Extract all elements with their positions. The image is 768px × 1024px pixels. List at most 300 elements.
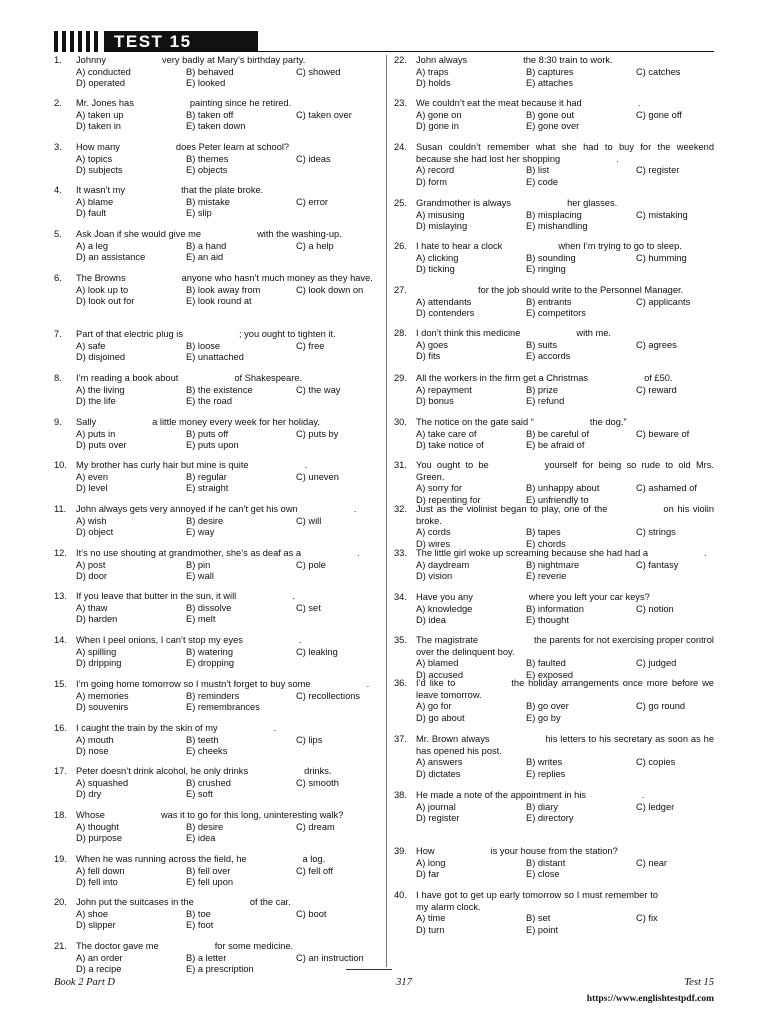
answer-option[interactable]: C) beware of xyxy=(636,428,690,439)
stem-text-before-gap: Sally xyxy=(76,417,97,427)
answer-option[interactable]: B) be careful of xyxy=(526,428,590,439)
answer-option[interactable]: D) repenting for xyxy=(416,494,481,505)
answer-option[interactable]: A) blamed xyxy=(416,658,459,669)
question-stem xyxy=(76,548,376,560)
answer-option[interactable]: C) catches xyxy=(636,66,681,77)
answer-options xyxy=(76,197,376,220)
answer-option[interactable]: C) ledger xyxy=(636,801,675,812)
answer-option[interactable]: A) gone on xyxy=(416,109,462,120)
answer-option[interactable]: C) go round xyxy=(636,701,686,712)
answer-option[interactable]: C) free xyxy=(296,340,325,351)
answer-options xyxy=(76,953,376,976)
answer-option[interactable]: B) pin xyxy=(186,559,211,570)
answer-option[interactable]: B) sounding xyxy=(526,252,576,263)
answer-option[interactable]: D) a recipe xyxy=(76,964,122,975)
answer-option[interactable]: C) judged xyxy=(636,658,677,669)
question-stem xyxy=(76,810,376,822)
answer-option[interactable]: D) take notice of xyxy=(416,440,484,451)
answer-option[interactable]: E) a prescription xyxy=(186,964,254,975)
stem-text-after-gap: of Shakespeare. xyxy=(234,373,303,383)
answer-option[interactable]: C) fix xyxy=(636,913,658,924)
answer-option[interactable]: D) purpose xyxy=(76,833,122,844)
stem-text-before-gap: The magistrate xyxy=(416,635,479,645)
question-item xyxy=(54,142,376,177)
question-stem xyxy=(416,678,714,701)
answer-option[interactable]: D) holds xyxy=(416,78,451,89)
question-item xyxy=(394,548,714,583)
question-item xyxy=(394,285,714,320)
answer-option[interactable]: E) soft xyxy=(186,789,213,800)
question-item xyxy=(54,723,376,758)
question-item xyxy=(394,460,714,506)
answer-option[interactable]: B) suits xyxy=(526,339,557,350)
answer-option[interactable]: D) an assistance xyxy=(76,252,146,263)
stem-text-before-gap: I caught the train by the skin of my xyxy=(76,723,218,733)
answer-options xyxy=(416,253,714,276)
answer-option[interactable]: C) notion xyxy=(636,603,674,614)
question-stem xyxy=(76,591,376,603)
answer-option[interactable]: B) go over xyxy=(526,701,569,712)
question-stem xyxy=(416,890,714,913)
answer-option[interactable]: B) the existence xyxy=(186,384,253,395)
stem-text-before-gap: All the workers in the firm get a Christmas xyxy=(416,373,589,383)
answer-option[interactable]: E) wall xyxy=(186,571,214,582)
question-item xyxy=(394,55,714,90)
answer-option[interactable]: B) captures xyxy=(526,66,574,77)
answer-option[interactable]: C) humming xyxy=(636,252,687,263)
stem-text-before-gap: I’d like to xyxy=(416,678,456,688)
stem-text-after-gap: ; you ought to tighten it. xyxy=(238,329,336,339)
question-number: 12. xyxy=(54,548,67,558)
question-stem xyxy=(76,460,376,472)
answer-option[interactable]: B) behaved xyxy=(186,66,234,77)
test-header xyxy=(54,31,714,52)
answer-option[interactable]: B) reminders xyxy=(186,690,240,701)
answer-option[interactable]: D) operated xyxy=(76,78,126,89)
answer-option[interactable]: A) go for xyxy=(416,701,452,712)
answer-options xyxy=(76,67,376,90)
answer-option[interactable]: B) loose xyxy=(186,340,221,351)
answer-option[interactable]: D) turn xyxy=(416,924,445,935)
answer-option[interactable]: E) way xyxy=(186,527,215,538)
answer-option[interactable]: E) fell upon xyxy=(186,877,234,888)
question-item xyxy=(54,679,376,714)
answer-option[interactable]: E) cheeks xyxy=(186,746,228,757)
question-stem xyxy=(76,373,376,385)
answer-option[interactable]: B) misplacing xyxy=(526,209,582,220)
stem-text-after-gap: with me. xyxy=(576,328,612,338)
answer-option[interactable]: D) taken in xyxy=(76,121,121,132)
question-item xyxy=(54,810,376,845)
answer-option[interactable]: D) vision xyxy=(416,571,453,582)
answer-option[interactable]: E) point xyxy=(526,924,559,935)
answer-option[interactable]: A) topics xyxy=(76,153,113,164)
answer-option[interactable]: C) smooth xyxy=(296,777,339,788)
question-number: 38. xyxy=(394,790,407,800)
question-number: 27. xyxy=(394,285,407,295)
answer-option[interactable]: A) thought xyxy=(76,821,119,832)
answer-option[interactable]: E) directory xyxy=(526,813,574,824)
answer-option[interactable]: A) thaw xyxy=(76,602,108,613)
question-item xyxy=(54,273,376,308)
book-reference: Book 2 Part D xyxy=(54,977,115,988)
question-number: 20. xyxy=(54,897,67,907)
answer-options xyxy=(76,385,376,408)
question-item xyxy=(54,591,376,626)
question-number: 17. xyxy=(54,766,67,776)
answer-option[interactable]: E) ringing xyxy=(526,264,566,275)
answer-option[interactable]: C) puts by xyxy=(296,428,339,439)
answer-option[interactable]: E) replies xyxy=(526,768,566,779)
answer-option[interactable]: C) reward xyxy=(636,384,677,395)
stem-text-after-gap: yourself for being so rude to old Mrs. Green. xyxy=(416,460,715,482)
answer-option[interactable]: A) memories xyxy=(76,690,129,701)
stem-text-before-gap: When he was running across the field, he xyxy=(76,854,247,864)
page-number: 317 xyxy=(396,977,412,988)
answer-option[interactable]: C) the way xyxy=(296,384,341,395)
answer-option[interactable]: B) information xyxy=(526,603,584,614)
question-number: 30. xyxy=(394,417,407,427)
answer-option[interactable]: B) puts off xyxy=(186,428,229,439)
answer-option[interactable]: D) subjects xyxy=(76,165,123,176)
answer-option[interactable]: D) mislaying xyxy=(416,221,468,232)
answer-option[interactable]: A) squashed xyxy=(76,777,129,788)
source-url[interactable]: https://www.englishtestpdf.com xyxy=(586,994,714,1004)
answer-option[interactable]: A) puts in xyxy=(76,428,116,439)
question-stem xyxy=(416,241,714,253)
answer-option[interactable]: C) register xyxy=(636,165,680,176)
answer-option[interactable]: D) nose xyxy=(76,746,109,757)
answer-option[interactable]: D) form xyxy=(416,176,447,187)
answer-option[interactable]: D) object xyxy=(76,527,114,538)
answer-option[interactable]: A) blame xyxy=(76,196,114,207)
question-number: 37. xyxy=(394,734,407,744)
answer-option[interactable]: D) register xyxy=(416,813,460,824)
answer-option[interactable]: D) accused xyxy=(416,669,464,680)
question-stem xyxy=(76,854,376,866)
answer-option[interactable]: A) clicking xyxy=(416,252,459,263)
answer-option[interactable]: A) record xyxy=(416,165,455,176)
answer-option[interactable]: E) mishandling xyxy=(526,221,588,232)
answer-option[interactable]: C) mistaking xyxy=(636,209,688,220)
answer-option[interactable]: C) dream xyxy=(296,821,335,832)
answer-option[interactable]: B) toe xyxy=(186,908,211,919)
answer-option[interactable]: B) writes xyxy=(526,757,563,768)
answer-option[interactable]: B) list xyxy=(526,165,550,176)
answer-option[interactable]: E) competitors xyxy=(526,308,586,319)
answer-option[interactable]: A) post xyxy=(76,559,106,570)
answer-option[interactable]: B) themes xyxy=(186,153,229,164)
answer-option[interactable]: B) nightmare xyxy=(526,559,580,570)
answer-option[interactable]: A) look up to xyxy=(76,284,129,295)
answer-option[interactable]: B) tapes xyxy=(526,527,561,538)
answer-option[interactable]: E) remembrances xyxy=(186,702,260,713)
question-number: 6. xyxy=(54,273,62,283)
answer-option[interactable]: D) look out for xyxy=(76,296,135,307)
answer-option[interactable]: E) refund xyxy=(526,396,565,407)
stem-text-before-gap: John always xyxy=(416,55,468,65)
stem-text-before-gap: If you leave that butter in the sun, it will xyxy=(76,591,237,601)
answer-option[interactable]: D) contenders xyxy=(416,308,475,319)
stem-text-before-gap: I’m reading a book about xyxy=(76,373,179,383)
stem-text-before-gap: I have got to get up early tomorrow so I must remember to xyxy=(416,890,658,900)
answer-option[interactable]: B) a hand xyxy=(186,240,227,251)
answer-option[interactable]: D) level xyxy=(76,483,108,494)
answer-option[interactable]: C) strings xyxy=(636,527,676,538)
stem-text-before-gap: He made a note of the appointment in his xyxy=(416,790,587,800)
answer-option[interactable]: C) agrees xyxy=(636,339,677,350)
answer-option[interactable]: C) taken over xyxy=(296,109,352,120)
answer-option[interactable]: A) spilling xyxy=(76,646,117,657)
answer-option[interactable]: B) look away from xyxy=(186,284,261,295)
stem-text-after-gap: does Peter learn at school? xyxy=(175,142,290,152)
answer-option[interactable]: B) mistake xyxy=(186,196,230,207)
answer-option[interactable]: A) traps xyxy=(416,66,449,77)
question-stem xyxy=(416,142,714,165)
answer-options xyxy=(416,913,714,936)
answer-option[interactable]: E) unfriendly to xyxy=(526,494,589,505)
answer-option[interactable]: C) near xyxy=(636,857,668,868)
answer-option[interactable]: A) mouth xyxy=(76,734,114,745)
answer-option[interactable]: D) puts over xyxy=(76,440,127,451)
answer-option[interactable]: D) fault xyxy=(76,208,106,219)
question-number: 21. xyxy=(54,941,67,951)
answer-option[interactable]: B) watering xyxy=(186,646,234,657)
answer-option[interactable]: D) fell into xyxy=(76,877,118,888)
answer-option[interactable]: A) sorry for xyxy=(416,483,462,494)
answer-options xyxy=(416,527,714,550)
stem-text-after-gap: . xyxy=(366,679,370,689)
footer-rule xyxy=(346,969,392,970)
answer-option[interactable]: A) a leg xyxy=(76,240,109,251)
answer-option[interactable]: A) answers xyxy=(416,757,463,768)
answer-option[interactable]: E) attaches xyxy=(526,78,574,89)
answer-option[interactable]: A) knowledge xyxy=(416,603,473,614)
stem-text-before-gap: Ask Joan if she would give me xyxy=(76,229,202,239)
answer-option[interactable]: C) ashamed of xyxy=(636,483,697,494)
answer-option[interactable]: A) shoe xyxy=(76,908,109,919)
answer-option[interactable]: A) wish xyxy=(76,515,107,526)
answer-option[interactable]: B) distant xyxy=(526,857,566,868)
question-item xyxy=(54,373,376,408)
answer-option[interactable]: C) will xyxy=(296,515,322,526)
answer-option[interactable]: D) souvenirs xyxy=(76,702,129,713)
answer-option[interactable]: E) puts upon xyxy=(186,440,239,451)
answer-option[interactable]: A) long xyxy=(416,857,446,868)
answer-option[interactable]: C) recollections xyxy=(296,690,361,701)
answer-option[interactable]: D) fits xyxy=(416,351,441,362)
stem-text-before-gap: Peter doesn’t drink alcohol, he only drinks xyxy=(76,766,249,776)
answer-option[interactable]: D) bonus xyxy=(416,396,454,407)
stem-text-after-gap: the holiday arrangements once more before we leave tomorrow. xyxy=(416,678,714,700)
test-reference: Test 15 xyxy=(684,977,714,988)
answer-option[interactable]: A) safe xyxy=(76,340,106,351)
answer-option[interactable]: A) time xyxy=(416,913,446,924)
question-item xyxy=(54,941,376,976)
answer-option[interactable]: B) taken off xyxy=(186,109,234,120)
stem-text-before-gap: Mr. Jones has xyxy=(76,98,134,108)
answer-option[interactable]: A) even xyxy=(76,471,109,482)
stem-text-after-gap: was it to go for this long, uninteresting walk? xyxy=(160,810,344,820)
answer-option[interactable]: E) gone over xyxy=(526,121,580,132)
answer-option[interactable]: D) dripping xyxy=(76,658,122,669)
answer-option[interactable]: C) error xyxy=(296,196,329,207)
answer-option[interactable]: C) fantasy xyxy=(636,559,679,570)
answer-option[interactable]: E) dropping xyxy=(186,658,235,669)
answer-option[interactable]: E) slip xyxy=(186,208,212,219)
answer-option[interactable]: C) boot xyxy=(296,908,327,919)
answer-option[interactable]: A) taken up xyxy=(76,109,124,120)
question-stem xyxy=(416,504,714,527)
question-stem xyxy=(416,734,714,757)
answer-option[interactable]: B) entrants xyxy=(526,296,572,307)
question-item xyxy=(54,417,376,452)
answer-option[interactable]: E) close xyxy=(526,869,560,880)
stem-text-after-gap: the dog.” xyxy=(589,417,627,427)
answer-option[interactable]: B) diary xyxy=(526,801,559,812)
answer-option[interactable]: E) chords xyxy=(526,538,566,549)
answer-option[interactable]: A) take care of xyxy=(416,428,477,439)
question-stem xyxy=(76,635,376,647)
answer-options xyxy=(76,516,376,539)
answer-option[interactable]: B) gone out xyxy=(526,109,575,120)
answer-option[interactable]: E) reverie xyxy=(526,571,567,582)
stem-text-after-gap: for the job should write to the Personnel Manager. xyxy=(478,285,684,295)
answer-option[interactable]: E) looked xyxy=(186,78,226,89)
answer-option[interactable]: E) go by xyxy=(526,712,561,723)
answer-option[interactable]: A) daydream xyxy=(416,559,470,570)
question-number: 32. xyxy=(394,504,407,514)
answer-option[interactable]: A) cords xyxy=(416,527,451,538)
answer-option[interactable]: D) dictates xyxy=(416,768,461,779)
answer-option[interactable]: B) desire xyxy=(186,821,224,832)
question-item xyxy=(394,635,714,681)
question-item xyxy=(394,846,714,881)
question-stem xyxy=(76,766,376,778)
answer-option[interactable]: E) foot xyxy=(186,920,214,931)
answer-option[interactable]: B) teeth xyxy=(186,734,219,745)
question-number: 35. xyxy=(394,635,407,645)
answer-option[interactable]: A) misusing xyxy=(416,209,465,220)
answer-option[interactable]: E) idea xyxy=(186,833,216,844)
answer-option[interactable]: E) taken down xyxy=(186,121,246,132)
answer-option[interactable]: B) prize xyxy=(526,384,559,395)
answer-option[interactable]: A) repayment xyxy=(416,384,472,395)
answer-option[interactable]: D) ticking xyxy=(416,264,455,275)
answer-option[interactable]: B) regular xyxy=(186,471,227,482)
question-stem xyxy=(416,55,714,67)
answer-option[interactable]: E) straight xyxy=(186,483,229,494)
answer-options xyxy=(416,483,714,506)
answer-option[interactable]: A) journal xyxy=(416,801,456,812)
stem-text-after-gap: of the car. xyxy=(249,897,291,907)
answer-option[interactable]: B) faulted xyxy=(526,658,566,669)
stem-text-before-gap: The doctor gave me xyxy=(76,941,159,951)
answer-option[interactable]: E) be afraid of xyxy=(526,440,585,451)
question-stem xyxy=(76,679,376,691)
stem-text-after-gap: the 8:30 train to work. xyxy=(523,55,613,65)
answer-option[interactable]: B) dissolve xyxy=(186,602,232,613)
answer-option[interactable]: A) conducted xyxy=(76,66,131,77)
answer-options xyxy=(76,735,376,758)
answer-option[interactable]: D) dry xyxy=(76,789,102,800)
answer-option[interactable]: B) set xyxy=(526,913,551,924)
answer-option[interactable]: A) fell down xyxy=(76,865,125,876)
answer-options xyxy=(76,603,376,626)
answer-option[interactable]: B) a letter xyxy=(186,952,227,963)
answer-option[interactable]: D) go about xyxy=(416,712,465,723)
answer-options xyxy=(416,340,714,363)
answer-option[interactable]: D) idea xyxy=(416,615,446,626)
answer-option[interactable]: D) gone in xyxy=(416,121,459,132)
stem-text-before-gap: I hate to hear a clock xyxy=(416,241,503,251)
answer-option[interactable]: C) look down on xyxy=(296,284,364,295)
question-item xyxy=(54,229,376,264)
answer-option[interactable]: C) lips xyxy=(296,734,323,745)
answer-option[interactable]: C) gone off xyxy=(636,109,682,120)
answer-option[interactable]: B) unhappy about xyxy=(526,483,600,494)
answer-option[interactable]: C) an instruction xyxy=(296,952,364,963)
answer-option[interactable]: E) objects xyxy=(186,165,228,176)
answer-option[interactable]: E) unattached xyxy=(186,352,244,363)
answer-option[interactable]: E) the road xyxy=(186,396,232,407)
answer-option[interactable]: E) melt xyxy=(186,614,216,625)
answer-option[interactable]: D) the life xyxy=(76,396,116,407)
answer-option[interactable]: D) far xyxy=(416,869,440,880)
answer-option[interactable]: A) goes xyxy=(416,339,449,350)
column-divider xyxy=(386,55,387,967)
answer-option[interactable]: D) slipper xyxy=(76,920,116,931)
answer-option[interactable]: E) thought xyxy=(526,615,569,626)
answer-option[interactable]: A) attendants xyxy=(416,296,472,307)
question-number: 25. xyxy=(394,198,407,208)
answer-option[interactable]: D) door xyxy=(76,571,108,582)
answer-option[interactable]: D) disjoined xyxy=(76,352,126,363)
answer-option[interactable]: B) crushed xyxy=(186,777,231,788)
question-item xyxy=(54,897,376,932)
stem-text-before-gap: My brother has curly hair but mine is quite xyxy=(76,460,249,470)
answer-option[interactable]: C) set xyxy=(296,602,321,613)
answer-option[interactable]: C) showed xyxy=(296,66,341,77)
answer-option[interactable]: C) a help xyxy=(296,240,334,251)
answer-option[interactable]: C) leaking xyxy=(296,646,338,657)
answer-option[interactable]: D) harden xyxy=(76,614,118,625)
answer-option[interactable]: E) exposed xyxy=(526,669,574,680)
answer-option[interactable]: B) fell over xyxy=(186,865,231,876)
question-item xyxy=(394,142,714,188)
answer-option[interactable]: A) the living xyxy=(76,384,125,395)
answer-option[interactable]: C) applicants xyxy=(636,296,691,307)
right-column xyxy=(394,55,714,965)
answer-option[interactable]: C) ideas xyxy=(296,153,331,164)
answer-option[interactable]: B) desire xyxy=(186,515,224,526)
answer-option[interactable]: C) fell off xyxy=(296,865,334,876)
answer-option[interactable]: E) code xyxy=(526,176,559,187)
answer-option[interactable]: D) wires xyxy=(416,538,451,549)
question-stem xyxy=(416,846,714,858)
answer-option[interactable]: E) an aid xyxy=(186,252,224,263)
answer-option[interactable]: E) accords xyxy=(526,351,571,362)
answer-option[interactable]: A) an order xyxy=(76,952,123,963)
question-item xyxy=(394,98,714,133)
answer-option[interactable]: E) look round at xyxy=(186,296,252,307)
answer-option[interactable]: C) pole xyxy=(296,559,326,570)
question-stem xyxy=(416,285,714,297)
answer-option[interactable]: C) uneven xyxy=(296,471,339,482)
question-item xyxy=(54,766,376,801)
stem-text-before-gap: The little girl woke up screaming because she had had a xyxy=(416,548,649,558)
answer-option[interactable]: C) copies xyxy=(636,757,676,768)
